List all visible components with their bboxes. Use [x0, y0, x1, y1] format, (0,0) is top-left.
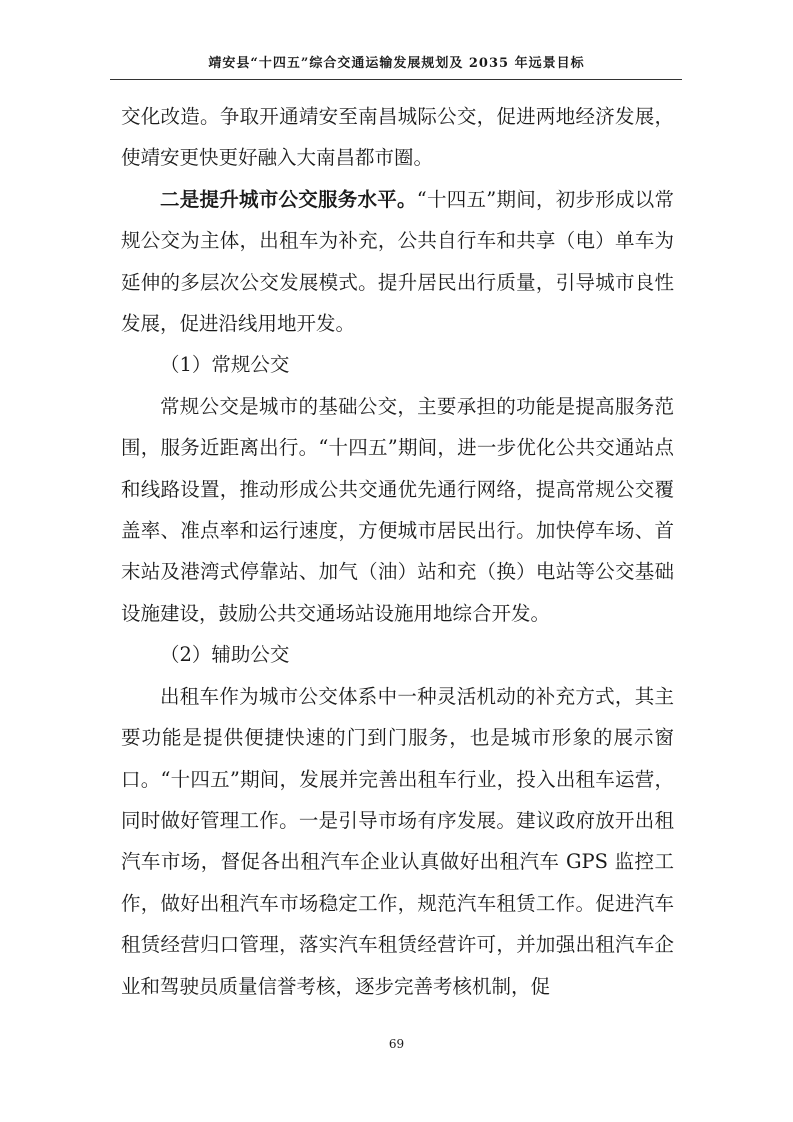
- paragraph-regular-bus: 常规公交是城市的基础公交，主要承担的功能是提高服务范围，服务近距离出行。“十四五”期间，进一步优化公共交通站点和线路设置，推动形成公共交通优先通行网络，提高常规公交覆盖率、准点率和运行速度，方便城市居民出行。加快停车场、首末站及港湾式停靠站、加气（油）站和充（换）电站等公交基础设施建设，鼓励公共交通场站设施用地综合开发。: [121, 394, 674, 625]
- page-header: 靖安县“十四五”综合交通运输发展规划及 2035 年远景目标: [208, 56, 585, 71]
- page-number: 69: [388, 1037, 405, 1051]
- subheading-regular-bus: （1）常规公交: [160, 353, 290, 377]
- document-body: [121, 96, 674, 1007]
- paragraph-lead-heading: 二是提升城市公交服务水平。: [160, 187, 417, 211]
- paragraph-bus-service-text: “十四五”期间，初步形成以常规公交为主体，出租车为补充，公共自行车和共享（电）单车为延伸的多层次公交发展模式。提升居民出行质量，引导城市良性发展，促进沿线用地开发。: [121, 187, 674, 336]
- paragraph-continued: 交化改造。争取开通靖安至南昌城际公交，促进两地经济发展，使靖安更快更好融入大南昌都市圈。: [121, 105, 674, 170]
- subheading-auxiliary-bus: （2）辅助公交: [160, 643, 290, 667]
- paragraph-auxiliary-bus: 出租车作为城市公交体系中一种灵活机动的补充方式，其主要功能是提供便捷快速的门到门服务，也是城市形象的展示窗口。“十四五”期间，发展并完善出租车行业，投入出租车运营，同时做好管理工作。一是引导市场有序发展。建议政府放开出租汽车市场，督促各出租汽车企业认真做好出租汽车 GPS 监控工作，做好出租汽车市场稳定工作，规范汽车租赁工作。促进汽车租赁经营归口管理，落实汽车租赁经营许可，并加强出租汽车企业和驾驶员质量信誉考核，逐步完善考核机制，促: [121, 684, 674, 998]
- header-divider: [110, 79, 682, 80]
- paragraph-bus-service: [121, 179, 674, 345]
